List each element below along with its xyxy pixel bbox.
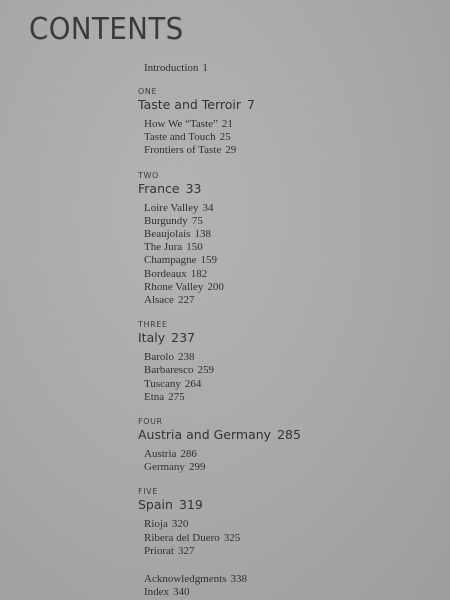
toc-part [138, 320, 438, 404]
toc-entry [144, 461, 438, 474]
toc-part [138, 87, 438, 158]
toc-part [138, 171, 438, 308]
entry-page: 227 [177, 294, 195, 307]
toc-parts [138, 87, 438, 558]
toc-entry [144, 518, 438, 531]
chapter-list [144, 518, 438, 558]
part-number: ONE [138, 87, 158, 96]
toc-entry [144, 545, 438, 558]
entry-page: 286 [180, 448, 197, 461]
toc-entry [144, 254, 438, 267]
toc-entry [144, 378, 438, 391]
entry-page: 327 [177, 544, 195, 557]
part-page: 237 [171, 330, 195, 346]
toc-entry [144, 294, 438, 307]
part-title [138, 97, 438, 113]
entry-page: 200 [207, 280, 224, 293]
part-page: 33 [185, 180, 202, 196]
part-title-label: Spain [138, 497, 173, 513]
part-number: THREE [138, 320, 168, 330]
toc-part [138, 417, 438, 474]
toc-entry [144, 131, 438, 144]
entry-label: Alsace [144, 294, 174, 307]
entry-label: Loire Valley [144, 201, 199, 214]
entry-page: 264 [184, 377, 202, 390]
entry-page: 238 [177, 351, 195, 364]
part-number: FIVE [138, 487, 158, 497]
entry-page: 325 [223, 531, 241, 544]
toc-entry [144, 144, 438, 157]
part-title [138, 497, 438, 513]
part-page: 7 [247, 97, 255, 112]
toc-entry [144, 228, 438, 241]
entry-page: 150 [186, 241, 203, 254]
entry-page: 340 [173, 586, 190, 599]
toc-entry-introduction [144, 62, 438, 74]
part-page: 319 [178, 497, 203, 513]
entry-page: 159 [200, 254, 218, 267]
part-title [138, 330, 438, 346]
toc-entry [144, 268, 438, 281]
part-title-label: France [138, 180, 180, 196]
entry-label: Acknowledgments [144, 573, 227, 586]
part-title-label: Austria and Germany [138, 427, 272, 443]
toc-entry [144, 586, 438, 599]
entry-label: Austria [144, 448, 177, 461]
part-number: FOUR [138, 417, 163, 427]
part-title-label: Italy [138, 330, 166, 346]
entry-page: 338 [230, 573, 247, 586]
part-number: TWO [138, 170, 159, 180]
toc-entry [144, 391, 438, 404]
entry-page: 1 [202, 62, 208, 74]
toc-entry [144, 281, 438, 294]
entry-label: How We “Taste” [144, 118, 218, 130]
toc-entry [144, 241, 438, 254]
chapter-list [144, 351, 438, 404]
entry-label: Barolo [144, 351, 174, 364]
entry-label: Champagne [144, 254, 197, 267]
toc-entry [144, 118, 438, 131]
entry-label: Taste and Touch [144, 131, 216, 144]
toc-entry [144, 351, 438, 364]
entry-label: Beaujolais [144, 228, 191, 241]
chapter-list [144, 202, 438, 308]
entry-page: 34 [202, 201, 214, 214]
page-title: CONTENTS [29, 12, 184, 47]
entry-label: Ribera del Duero [144, 531, 220, 544]
entry-page: 29 [225, 144, 237, 157]
entry-label: Index [144, 586, 170, 599]
toc-entry [144, 364, 438, 377]
entry-label: The Jura [144, 241, 183, 254]
table-of-contents [138, 62, 438, 599]
entry-page: 299 [188, 461, 206, 474]
entry-label: Rioja [144, 518, 168, 531]
entry-label: Priorat [144, 544, 174, 557]
entry-page: 182 [190, 267, 208, 280]
part-page: 285 [277, 427, 301, 443]
entry-label: Germany [144, 461, 185, 474]
entry-label: Bordeaux [144, 267, 187, 280]
entry-label: Frontiers of Taste [144, 144, 222, 157]
entry-page: 138 [194, 228, 211, 241]
entry-label: Etna [144, 390, 165, 403]
entry-page: 25 [219, 131, 231, 144]
chapter-list [144, 448, 438, 474]
part-title [138, 427, 438, 443]
entry-label: Barbaresco [144, 364, 194, 377]
entry-page: 275 [168, 390, 185, 403]
toc-entry [144, 448, 438, 461]
entry-page: 259 [197, 364, 214, 377]
entry-page: 75 [191, 214, 203, 227]
toc-entry [144, 532, 438, 545]
entry-label: Introduction [144, 62, 199, 74]
entry-label: Tuscany [144, 377, 181, 390]
toc-part [138, 487, 438, 558]
part-title [138, 181, 438, 197]
part-title-label: Taste and Terroir [138, 97, 242, 112]
chapter-list [144, 118, 438, 158]
toc-back-matter [144, 573, 438, 599]
toc-entry [144, 202, 438, 215]
entry-page: 21 [221, 118, 233, 130]
toc-entry [144, 215, 438, 228]
entry-label: Rhone Valley [144, 280, 204, 293]
entry-label: Burgundy [144, 214, 188, 227]
toc-entry [144, 573, 438, 586]
entry-page: 320 [171, 518, 189, 531]
